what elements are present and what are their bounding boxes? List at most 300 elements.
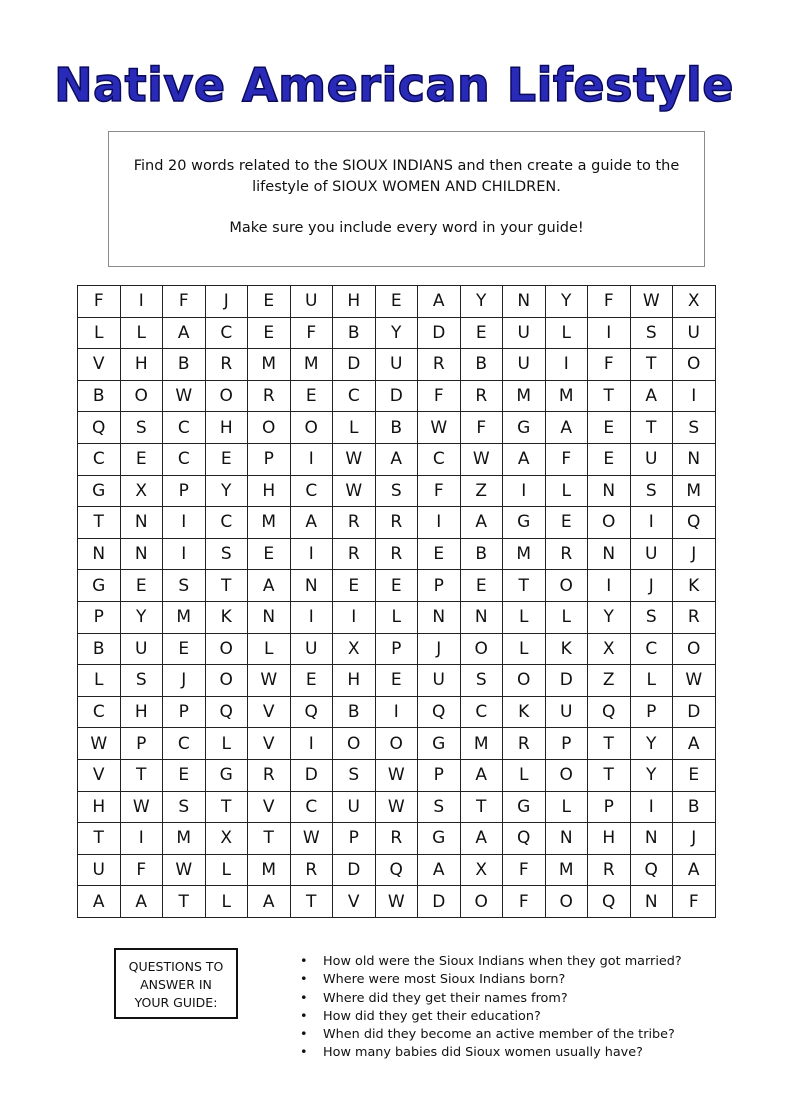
grid-cell: C [163, 412, 206, 444]
grid-cell: L [503, 759, 546, 791]
grid-cell: T [205, 791, 248, 823]
grid-cell: R [418, 349, 461, 381]
grid-cell: C [290, 791, 333, 823]
grid-cell: U [333, 791, 376, 823]
grid-cell: N [460, 601, 503, 633]
grid-cell: W [120, 791, 163, 823]
grid-cell: M [503, 380, 546, 412]
grid-cell: A [545, 412, 588, 444]
grid-cell: T [503, 570, 546, 602]
grid-row [78, 665, 716, 697]
instructions-line-2: lifestyle of SIOUX WOMEN AND CHILDREN. [252, 179, 561, 195]
grid-cell: G [205, 759, 248, 791]
grid-cell: Y [630, 759, 673, 791]
grid-cell: L [545, 475, 588, 507]
grid-cell: B [78, 380, 121, 412]
grid-cell: I [630, 507, 673, 539]
grid-cell: A [418, 854, 461, 886]
grid-cell: R [248, 380, 291, 412]
page-title: Native American Lifestyle [54, 58, 734, 112]
grid-cell: Q [588, 886, 631, 918]
grid-cell: W [630, 286, 673, 318]
grid-cell: N [418, 601, 461, 633]
grid-cell: G [503, 412, 546, 444]
grid-cell: O [248, 412, 291, 444]
grid-cell: W [163, 854, 206, 886]
grid-cell: F [418, 475, 461, 507]
grid-cell: I [545, 349, 588, 381]
grid-cell: G [78, 570, 121, 602]
grid-cell: U [503, 317, 546, 349]
grid-cell: S [630, 601, 673, 633]
grid-cell: U [673, 317, 716, 349]
grid-cell: M [545, 854, 588, 886]
grid-cell: B [460, 538, 503, 570]
grid-cell: E [290, 380, 333, 412]
grid-cell: X [333, 633, 376, 665]
grid-cell: O [120, 380, 163, 412]
grid-cell: A [460, 507, 503, 539]
grid-cell: J [418, 633, 461, 665]
grid-cell: N [503, 286, 546, 318]
instructions-box [108, 131, 705, 267]
grid-cell: E [248, 286, 291, 318]
grid-cell: S [333, 759, 376, 791]
grid-cell: F [290, 317, 333, 349]
grid-cell: R [503, 728, 546, 760]
grid-cell: F [673, 886, 716, 918]
grid-cell: S [375, 475, 418, 507]
grid-cell: O [205, 633, 248, 665]
grid-cell: U [545, 696, 588, 728]
grid-cell: A [418, 286, 461, 318]
grid-cell: B [673, 791, 716, 823]
grid-cell: H [205, 412, 248, 444]
grid-cell: O [205, 380, 248, 412]
grid-cell: S [460, 665, 503, 697]
grid-cell: X [588, 633, 631, 665]
grid-cell: E [163, 633, 206, 665]
grid-cell: L [78, 317, 121, 349]
grid-cell: N [248, 601, 291, 633]
grid-row [78, 728, 716, 760]
grid-cell: S [120, 412, 163, 444]
grid-cell: C [205, 317, 248, 349]
grid-cell: B [375, 412, 418, 444]
grid-cell: N [630, 886, 673, 918]
questions-list [300, 953, 682, 1063]
grid-cell: C [163, 728, 206, 760]
grid-cell: Z [588, 665, 631, 697]
grid-cell: F [78, 286, 121, 318]
grid-cell: N [290, 570, 333, 602]
grid-cell: X [205, 823, 248, 855]
grid-cell: W [78, 728, 121, 760]
grid-cell: L [545, 791, 588, 823]
grid-row [78, 759, 716, 791]
grid-cell: H [248, 475, 291, 507]
grid-cell: I [333, 601, 376, 633]
grid-cell: F [120, 854, 163, 886]
grid-cell: Y [545, 286, 588, 318]
grid-cell: U [120, 633, 163, 665]
grid-cell: R [545, 538, 588, 570]
grid-cell: T [630, 349, 673, 381]
grid-cell: I [375, 696, 418, 728]
grid-cell: R [460, 380, 503, 412]
grid-cell: W [333, 443, 376, 475]
grid-cell: S [163, 791, 206, 823]
instructions-line-3: Make sure you include every word in your guide! [229, 220, 584, 236]
grid-cell: I [163, 538, 206, 570]
grid-row [78, 823, 716, 855]
grid-cell: E [375, 286, 418, 318]
grid-cell: T [78, 823, 121, 855]
grid-cell: S [630, 317, 673, 349]
grid-cell: N [120, 538, 163, 570]
grid-cell: E [588, 443, 631, 475]
grid-cell: O [545, 570, 588, 602]
grid-cell: W [248, 665, 291, 697]
grid-cell: P [630, 696, 673, 728]
grid-cell: J [205, 286, 248, 318]
grid-cell: G [418, 823, 461, 855]
grid-cell: M [248, 349, 291, 381]
grid-cell: D [290, 759, 333, 791]
grid-cell: C [630, 633, 673, 665]
question-item: • How many babies did Sioux women usually have? [300, 1044, 682, 1062]
grid-cell: I [120, 286, 163, 318]
word-search-grid [77, 285, 716, 918]
grid-cell: D [673, 696, 716, 728]
grid-cell: D [545, 665, 588, 697]
grid-cell: O [460, 633, 503, 665]
grid-row [78, 286, 716, 318]
grid-cell: I [673, 380, 716, 412]
grid-cell: L [248, 633, 291, 665]
grid-cell: T [205, 570, 248, 602]
grid-cell: W [290, 823, 333, 855]
grid-cell: C [333, 380, 376, 412]
grid-row [78, 633, 716, 665]
grid-cell: I [503, 475, 546, 507]
grid-cell: C [418, 443, 461, 475]
grid-row [78, 349, 716, 381]
grid-cell: J [673, 823, 716, 855]
grid-cell: U [290, 286, 333, 318]
grid-row [78, 443, 716, 475]
grid-cell: R [375, 823, 418, 855]
grid-cell: O [290, 412, 333, 444]
grid-cell: H [120, 696, 163, 728]
grid-cell: T [630, 412, 673, 444]
grid-cell: X [460, 854, 503, 886]
grid-cell: M [503, 538, 546, 570]
grid-cell: W [375, 759, 418, 791]
grid-cell: J [673, 538, 716, 570]
grid-cell: L [545, 601, 588, 633]
grid-cell: E [545, 507, 588, 539]
grid-cell: S [120, 665, 163, 697]
questions-label-line-1: QUESTIONS TO [128, 959, 224, 974]
grid-cell: L [630, 665, 673, 697]
grid-cell: C [78, 696, 121, 728]
grid-cell: P [418, 570, 461, 602]
grid-cell: L [78, 665, 121, 697]
grid-cell: Q [78, 412, 121, 444]
grid-cell: A [248, 886, 291, 918]
grid-cell: N [588, 475, 631, 507]
grid-cell: F [503, 886, 546, 918]
grid-cell: H [333, 665, 376, 697]
grid-cell: B [163, 349, 206, 381]
grid-cell: Q [375, 854, 418, 886]
grid-cell: X [120, 475, 163, 507]
grid-cell: G [503, 791, 546, 823]
grid-cell: S [630, 475, 673, 507]
grid-row [78, 886, 716, 918]
grid-cell: Z [460, 475, 503, 507]
grid-cell: O [545, 759, 588, 791]
grid-cell: D [375, 380, 418, 412]
grid-cell: T [163, 886, 206, 918]
grid-cell: C [163, 443, 206, 475]
grid-cell: L [503, 601, 546, 633]
grid-cell: B [78, 633, 121, 665]
grid-cell: Y [630, 728, 673, 760]
grid-cell: E [673, 759, 716, 791]
grid-cell: W [333, 475, 376, 507]
grid-cell: E [248, 538, 291, 570]
grid-cell: R [333, 538, 376, 570]
grid-cell: V [78, 759, 121, 791]
grid-cell: A [460, 759, 503, 791]
grid-cell: W [375, 791, 418, 823]
grid-cell: P [375, 633, 418, 665]
grid-cell: L [545, 317, 588, 349]
grid-cell: I [588, 317, 631, 349]
grid-cell: Y [460, 286, 503, 318]
grid-cell: R [375, 507, 418, 539]
grid-cell: E [375, 665, 418, 697]
grid-cell: U [290, 633, 333, 665]
grid-cell: W [460, 443, 503, 475]
grid-cell: V [248, 696, 291, 728]
grid-cell: Y [375, 317, 418, 349]
grid-cell: T [248, 823, 291, 855]
grid-cell: W [673, 665, 716, 697]
grid-cell: T [290, 886, 333, 918]
grid-cell: Q [630, 854, 673, 886]
grid-cell: E [375, 570, 418, 602]
grid-cell: B [460, 349, 503, 381]
grid-cell: L [375, 601, 418, 633]
grid-cell: U [375, 349, 418, 381]
grid-cell: D [418, 886, 461, 918]
grid-cell: P [333, 823, 376, 855]
question-item: • When did they become an active member of the tribe? [300, 1026, 682, 1044]
grid-cell: R [248, 759, 291, 791]
questions-label-box [114, 948, 238, 1019]
grid-row [78, 380, 716, 412]
grid-cell: D [333, 854, 376, 886]
grid-cell: H [333, 286, 376, 318]
grid-cell: K [673, 570, 716, 602]
grid-cell: G [503, 507, 546, 539]
grid-cell: T [588, 759, 631, 791]
grid-cell: W [163, 380, 206, 412]
grid-cell: P [588, 791, 631, 823]
question-item: • How old were the Sioux Indians when they got married? [300, 953, 682, 971]
grid-cell: L [333, 412, 376, 444]
grid-cell: A [673, 728, 716, 760]
grid-cell: E [290, 665, 333, 697]
grid-cell: R [375, 538, 418, 570]
grid-cell: K [205, 601, 248, 633]
grid-cell: C [290, 475, 333, 507]
grid-cell: E [120, 570, 163, 602]
grid-cell: U [78, 854, 121, 886]
grid-cell: L [205, 728, 248, 760]
grid-cell: G [418, 728, 461, 760]
grid-cell: M [163, 601, 206, 633]
question-item: • Where were most Sioux Indians born? [300, 971, 682, 989]
grid-cell: S [205, 538, 248, 570]
grid-cell: Q [503, 823, 546, 855]
grid-cell: E [120, 443, 163, 475]
grid-row [78, 475, 716, 507]
grid-cell: R [290, 854, 333, 886]
questions-label-line-2: ANSWER IN [140, 977, 212, 992]
grid-cell: O [545, 886, 588, 918]
grid-row [78, 791, 716, 823]
grid-cell: C [78, 443, 121, 475]
grid-cell: E [460, 317, 503, 349]
grid-cell: P [78, 601, 121, 633]
grid-cell: O [333, 728, 376, 760]
grid-row [78, 601, 716, 633]
grid-cell: A [163, 317, 206, 349]
grid-cell: I [290, 538, 333, 570]
grid-cell: P [120, 728, 163, 760]
grid-cell: M [290, 349, 333, 381]
grid-cell: O [460, 886, 503, 918]
grid-cell: P [248, 443, 291, 475]
grid-cell: E [418, 538, 461, 570]
grid-cell: L [503, 633, 546, 665]
grid-cell: I [588, 570, 631, 602]
grid-cell: N [630, 823, 673, 855]
grid-cell: Y [588, 601, 631, 633]
grid-cell: R [588, 854, 631, 886]
grid-row [78, 317, 716, 349]
spacer [109, 198, 704, 218]
grid-cell: P [545, 728, 588, 760]
grid-cell: O [673, 349, 716, 381]
grid-cell: T [588, 380, 631, 412]
grid-cell: S [163, 570, 206, 602]
grid-cell: C [460, 696, 503, 728]
questions-label-line-3: YOUR GUIDE: [134, 995, 218, 1010]
grid-cell: V [78, 349, 121, 381]
grid-cell: S [673, 412, 716, 444]
grid-cell: H [120, 349, 163, 381]
grid-cell: E [163, 759, 206, 791]
grid-cell: N [588, 538, 631, 570]
grid-cell: R [333, 507, 376, 539]
grid-cell: E [248, 317, 291, 349]
grid-cell: M [545, 380, 588, 412]
grid-cell: Q [588, 696, 631, 728]
grid-cell: K [545, 633, 588, 665]
grid-cell: M [248, 854, 291, 886]
grid-cell: I [290, 601, 333, 633]
grid-cell: P [163, 475, 206, 507]
grid-cell: A [290, 507, 333, 539]
grid-cell: M [460, 728, 503, 760]
grid-row [78, 854, 716, 886]
grid-cell: M [163, 823, 206, 855]
grid-cell: M [248, 507, 291, 539]
grid-cell: Q [290, 696, 333, 728]
grid-row [78, 507, 716, 539]
grid-cell: T [78, 507, 121, 539]
grid-cell: I [418, 507, 461, 539]
grid-cell: Q [205, 696, 248, 728]
grid-cell: D [418, 317, 461, 349]
grid-cell: A [673, 854, 716, 886]
grid-cell: T [120, 759, 163, 791]
question-item: • How did they get their education? [300, 1008, 682, 1026]
grid-cell: Y [120, 601, 163, 633]
grid-cell: V [248, 728, 291, 760]
grid-cell: I [120, 823, 163, 855]
grid-cell: W [418, 412, 461, 444]
grid-cell: E [333, 570, 376, 602]
grid-cell: U [630, 443, 673, 475]
grid-cell: E [588, 412, 631, 444]
grid-cell: A [248, 570, 291, 602]
question-item: • Where did they get their names from? [300, 990, 682, 1008]
grid-cell: T [460, 791, 503, 823]
grid-cell: A [78, 886, 121, 918]
grid-cell: E [460, 570, 503, 602]
grid-cell: U [503, 349, 546, 381]
grid-cell: R [673, 601, 716, 633]
grid-cell: A [503, 443, 546, 475]
grid-cell: T [588, 728, 631, 760]
grid-cell: W [375, 886, 418, 918]
grid-cell: U [418, 665, 461, 697]
grid-cell: A [460, 823, 503, 855]
grid-cell: Y [205, 475, 248, 507]
grid-cell: F [588, 286, 631, 318]
grid-cell: F [503, 854, 546, 886]
grid-cell: B [333, 696, 376, 728]
grid-cell: N [673, 443, 716, 475]
grid-cell: F [588, 349, 631, 381]
grid-cell: O [588, 507, 631, 539]
grid-cell: F [163, 286, 206, 318]
grid-cell: A [120, 886, 163, 918]
grid-cell: V [333, 886, 376, 918]
grid-cell: N [78, 538, 121, 570]
grid-cell: X [673, 286, 716, 318]
grid-cell: L [205, 854, 248, 886]
grid-cell: F [460, 412, 503, 444]
grid-cell: L [205, 886, 248, 918]
instructions-line-1: Find 20 words related to the SIOUX INDIANS and then create a guide to the [133, 158, 680, 174]
